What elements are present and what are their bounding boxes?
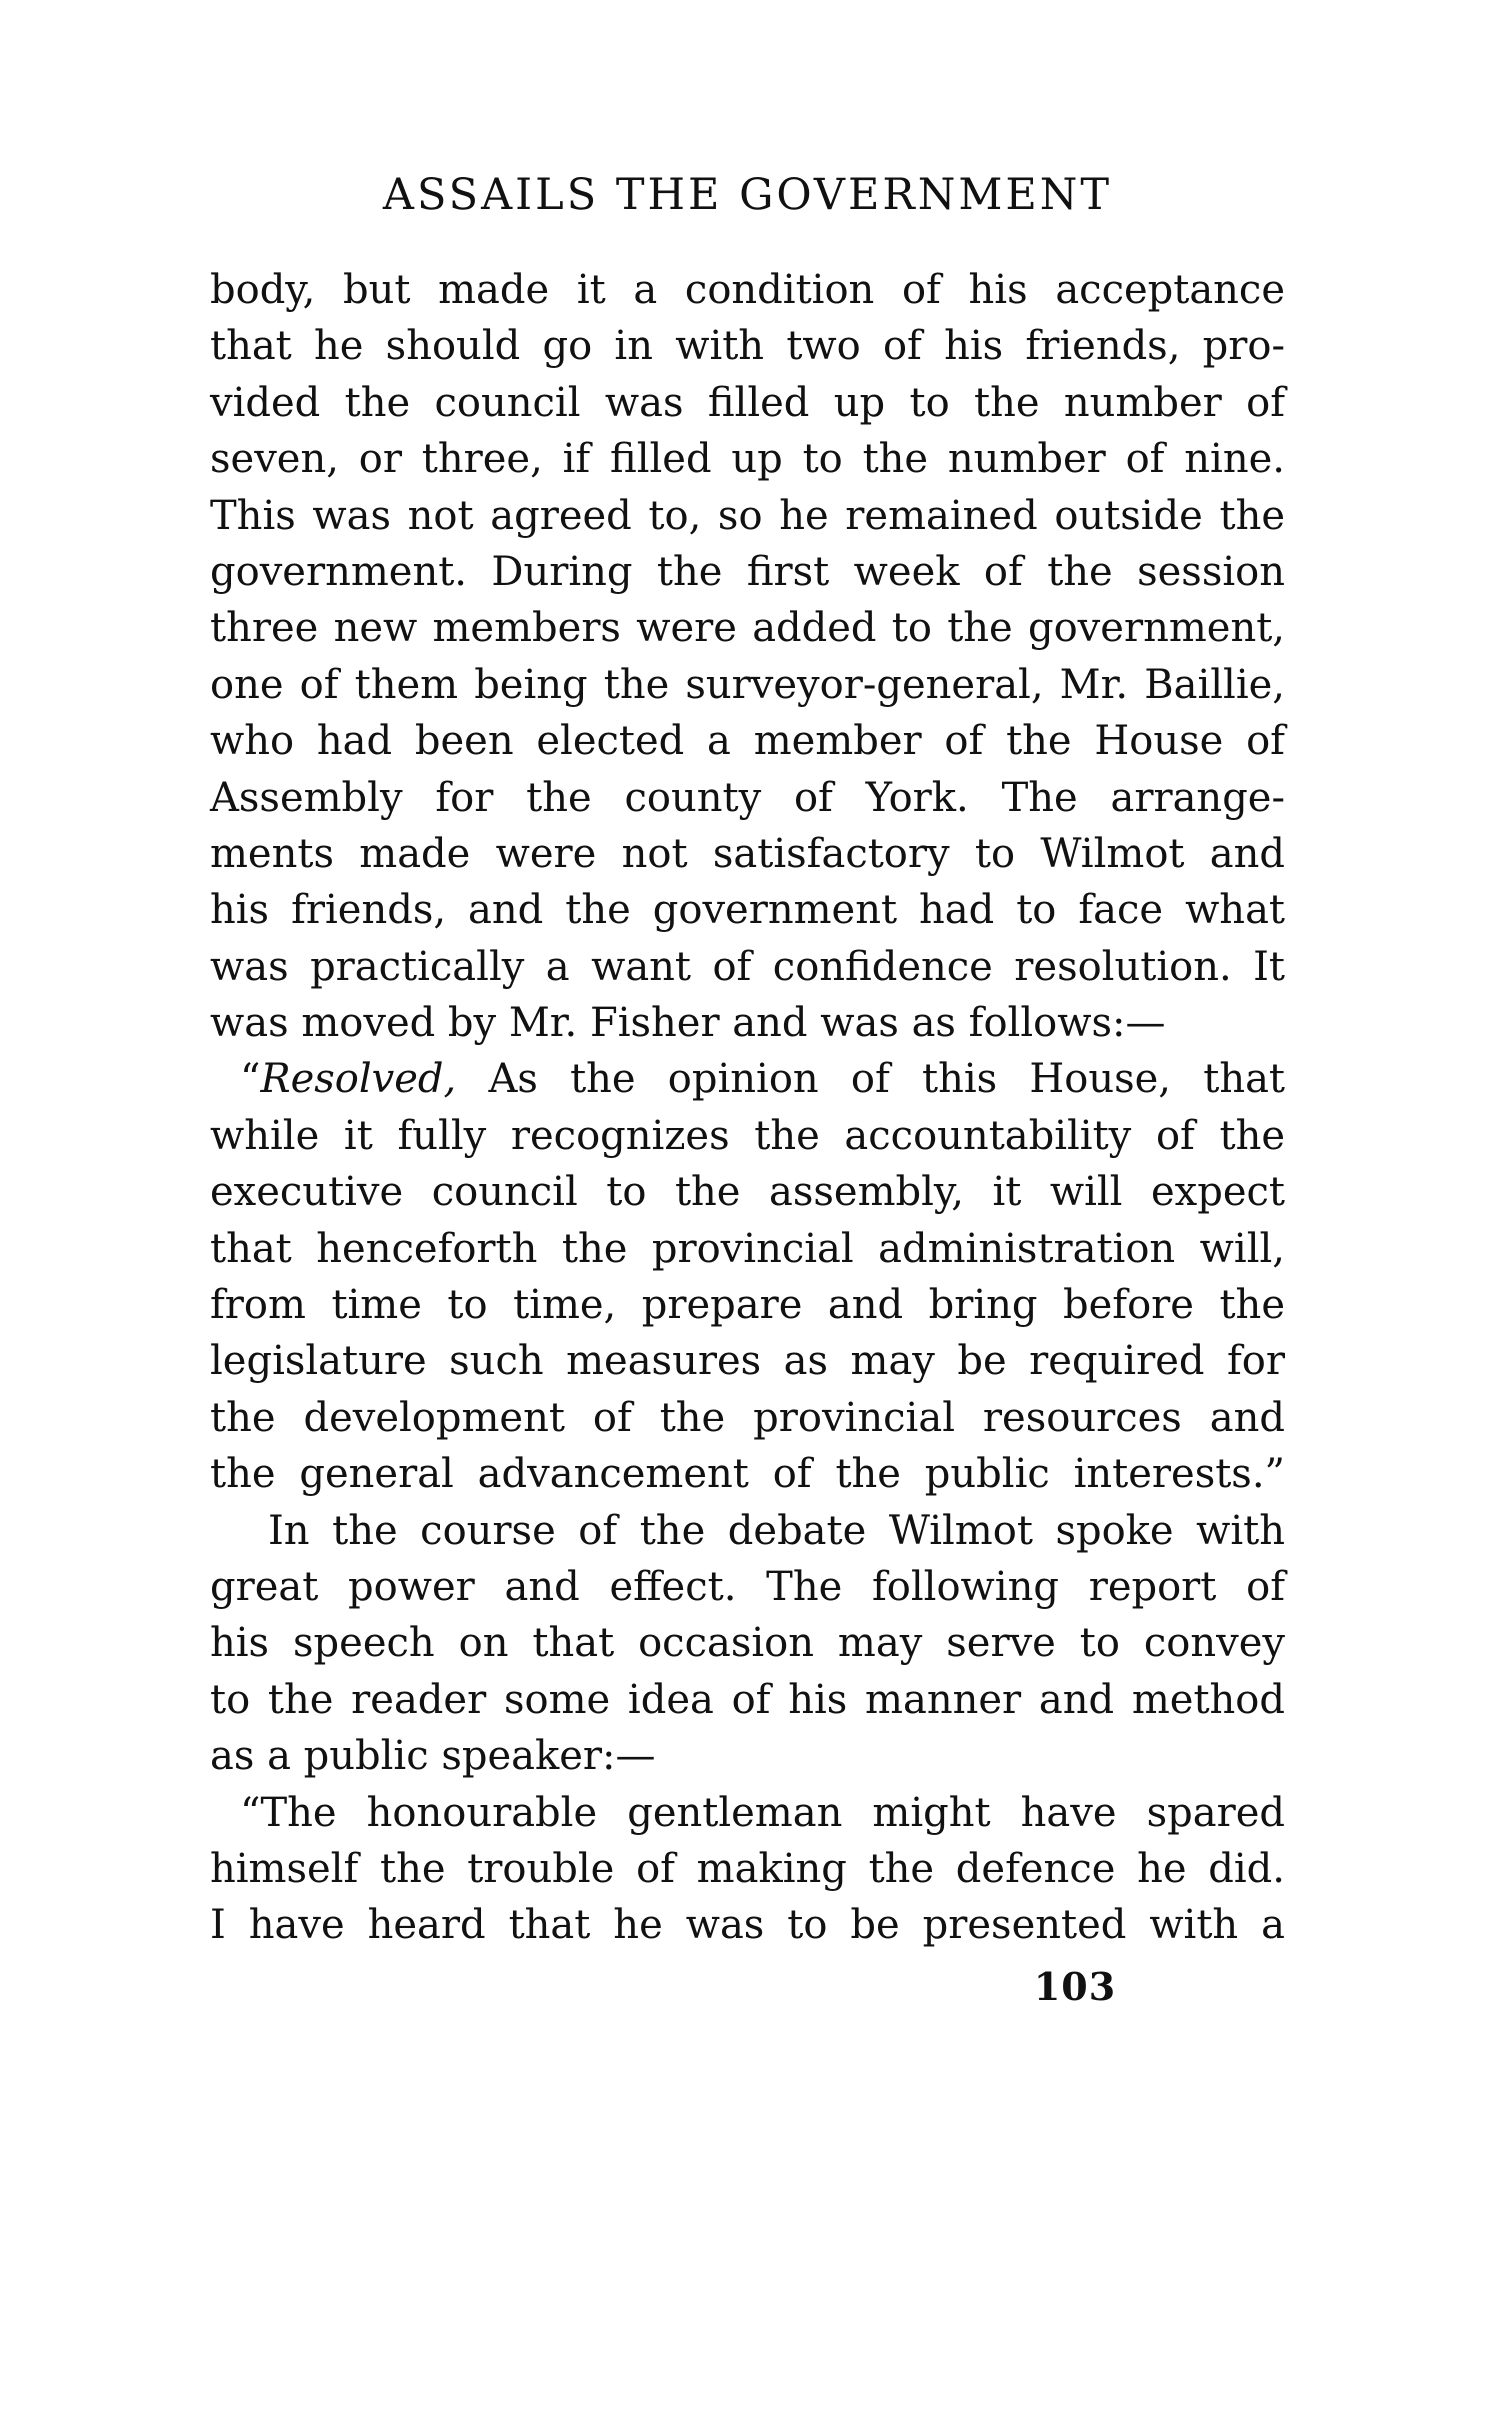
running-head: ASSAILS THE GOVERNMENT <box>382 170 1113 220</box>
text-line: executive council to the assembly, it will expect <box>210 1169 1285 1216</box>
text-line: ments made were not satisfactory to Wilmot and <box>210 830 1285 877</box>
text-line: three new members were added to the government, <box>210 605 1285 652</box>
text-line: legislature such measures as may be required for <box>210 1338 1285 1385</box>
text-line: This was not agreed to, so he remained outside the <box>210 492 1285 539</box>
quote-start-line: “The honourable gentleman might have spared <box>240 1789 1285 1836</box>
text-line: Assembly for the county of York. The arrange- <box>210 774 1285 821</box>
text-line: himself the trouble of making the defence he did. <box>210 1845 1285 1892</box>
resolution-line-rest: As the opinion of this House, that <box>456 1056 1285 1103</box>
text-line: his speech on that occasion may serve to convey <box>210 1620 1285 1667</box>
text-line: was practically a want of confidence resolution. It <box>210 943 1285 990</box>
text-line: who had been elected a member of the House of <box>210 718 1285 765</box>
text-line: was moved by Mr. Fisher and was as follows:— <box>210 1000 1166 1047</box>
paragraph-start-line: In the course of the debate Wilmot spoke with <box>268 1507 1285 1554</box>
resolution-line <box>210 1051 1285 1107</box>
text-line: body, but made it a condition of his acceptance <box>210 267 1285 313</box>
text-line: one of them being the surveyor-general, Mr. Baillie, <box>210 661 1285 708</box>
text-line: while it fully recognizes the accountability of the <box>210 1112 1285 1159</box>
text-line: to the reader some idea of his manner and method <box>210 1676 1285 1723</box>
text-line: the general advancement of the public interests.” <box>210 1451 1285 1498</box>
text-line: as a public speaker:— <box>210 1733 656 1780</box>
page-number: 103 <box>1033 1964 1117 2009</box>
text-line: great power and effect. The following report of <box>210 1563 1285 1610</box>
text-line: that henceforth the provincial administration will, <box>210 1225 1285 1272</box>
text-line: government. During the first week of the session <box>210 548 1285 595</box>
text-line: I have heard that he was to be presented with a <box>210 1902 1285 1949</box>
text-line: from time to time, prepare and bring before the <box>210 1282 1285 1329</box>
text-line: the development of the provincial resources and <box>210 1394 1285 1441</box>
text-line: vided the council was filled up to the number of <box>210 379 1285 426</box>
body-text <box>210 262 1285 1954</box>
open-quote: “ <box>240 1056 261 1103</box>
resolved-italic: Resolved, <box>260 1056 457 1103</box>
text-line: seven, or three, if filled up to the number of nine. <box>210 436 1285 483</box>
text-line: his friends, and the government had to face what <box>210 887 1285 934</box>
text-line: that he should go in with two of his friends, pro- <box>210 323 1285 370</box>
